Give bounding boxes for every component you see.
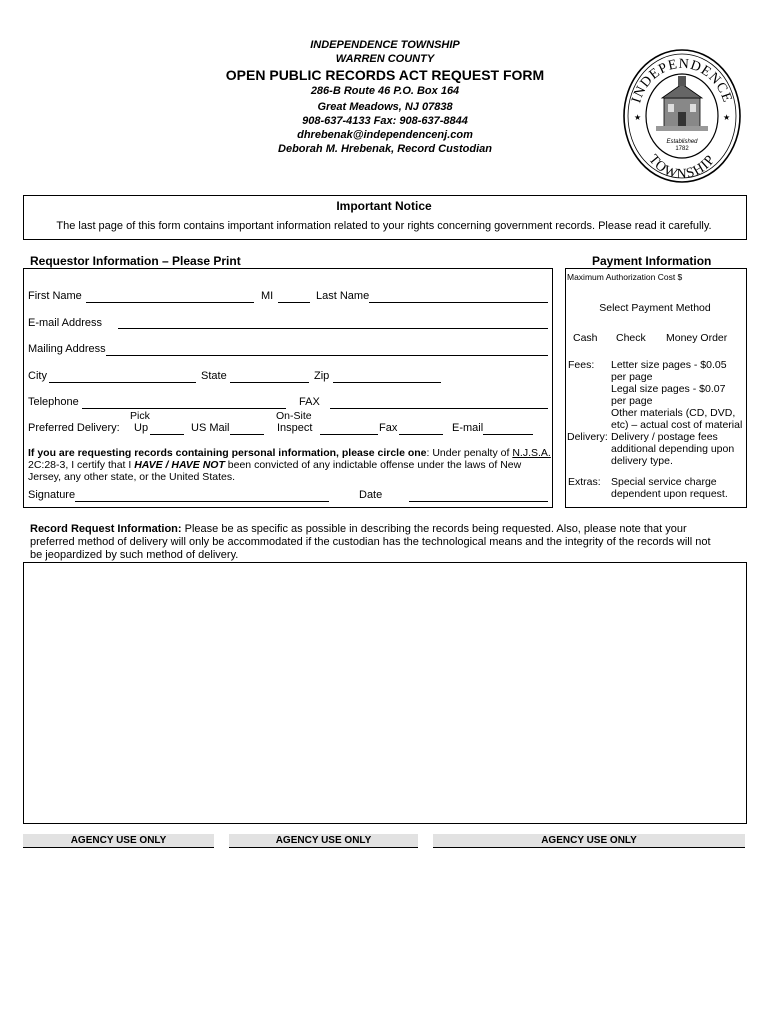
mi-label: MI [261, 290, 274, 302]
extras-fees [611, 476, 744, 500]
zip-field[interactable] [333, 382, 441, 383]
email-field[interactable] [118, 328, 548, 329]
record-request-instructions [30, 523, 750, 562]
agency-use-only-1: AGENCY USE ONLY [23, 834, 214, 848]
record-text-1: Please be as specific as possible in describing the records being requested. Also, please note that your [181, 523, 687, 535]
preferred-delivery-label: Preferred Delivery: [28, 422, 120, 434]
notice-text: The last page of this form contains important information related to your rights concerning government records. Please read it carefully. [56, 220, 712, 232]
cash-option[interactable]: Cash [573, 332, 598, 344]
city-label: City [28, 370, 47, 382]
record-text-2: preferred method of delivery will only be accommodated if the custodian has the technological means and the integrity of the records will not [30, 536, 711, 548]
max-authorization-label: Maximum Authorization Cost $ [567, 272, 683, 282]
mailing-address-field[interactable] [106, 355, 548, 356]
signature-label: Signature [28, 489, 76, 501]
mi-field[interactable] [278, 302, 310, 303]
money-order-option[interactable]: Money Order [666, 332, 728, 344]
fee-letter-unit: per page [611, 371, 653, 383]
record-request-heading: Record Request Information: [30, 523, 182, 535]
county-name: WARREN COUNTY [335, 53, 435, 65]
agency-use-only-2: AGENCY USE ONLY [229, 834, 418, 848]
date-label: Date [359, 489, 383, 501]
fax-field[interactable] [330, 408, 548, 409]
record-request-textarea[interactable] [23, 562, 747, 824]
signature-field[interactable] [75, 501, 329, 502]
pick-label: Pick [130, 410, 150, 422]
last-name-label: Last Name [316, 290, 370, 302]
fax-label: FAX [299, 396, 320, 408]
extras-line-1: Special service charge [611, 476, 717, 488]
check-option[interactable]: Check [616, 332, 646, 344]
fee-other-detail: etc) – actual cost of material [611, 419, 743, 431]
record-custodian: Deborah M. Hrebenak, Record Custodian [278, 143, 492, 155]
delivery-line-3: delivery type. [611, 455, 673, 467]
last-name-field[interactable] [369, 302, 548, 303]
record-text-3: be jeopardized by such method of delivery. [30, 549, 239, 561]
delivery-line-1: Delivery / postage fees [611, 431, 718, 443]
delivery-fees [611, 431, 744, 467]
email-label: E-mail Address [28, 317, 102, 329]
fee-letter: Letter size pages - $0.05 [611, 359, 727, 371]
seal-bottom-text: TOWNSHIP [645, 152, 719, 183]
fees-label: Fees: [568, 359, 595, 371]
njsa-reference: N.J.S.A. [512, 447, 551, 459]
svg-text:★: ★ [634, 113, 642, 122]
state-label: State [201, 370, 227, 382]
extras-label: Extras: [568, 476, 601, 488]
fax-option[interactable] [399, 434, 443, 435]
email-option[interactable] [483, 434, 533, 435]
jurisdiction-text: Jersey, any other state, or the United States. [28, 471, 235, 483]
select-payment-label: Select Payment Method [599, 302, 711, 314]
personal-info-heading: If you are requesting records containing personal information, please circle one [28, 447, 427, 459]
requestor-section-title: Requestor Information – Please Print [30, 254, 241, 268]
township-name: INDEPENDENCE TOWNSHIP [310, 39, 460, 51]
first-name-field[interactable] [86, 302, 254, 303]
fee-legal: Legal size pages - $0.07 [611, 383, 726, 395]
pick-up-label: Up [134, 422, 149, 434]
penalty-text: : Under penalty of [426, 447, 513, 459]
onsite-inspect-option[interactable] [320, 434, 378, 435]
mailing-address-label: Mailing Address [28, 343, 106, 355]
phone-fax: 908-637-4133 Fax: 908-637-8844 [302, 115, 468, 127]
contact-email: dhrebenak@independencenj.com [297, 129, 473, 141]
city-field[interactable] [49, 382, 196, 383]
delivery-label: Delivery: [567, 431, 608, 443]
date-field[interactable] [409, 501, 548, 502]
township-seal-logo [620, 46, 744, 186]
payment-section-title: Payment Information [592, 254, 712, 268]
agency-use-only-3: AGENCY USE ONLY [433, 834, 745, 848]
seal-top-text: INDEPENDENCE [629, 56, 735, 105]
us-mail-option[interactable] [230, 434, 264, 435]
zip-label: Zip [314, 370, 330, 382]
address-line-1: 286-B Route 46 P.O. Box 164 [310, 85, 460, 97]
delivery-line-2: additional depending upon [611, 443, 735, 455]
inspect-label: Inspect [277, 422, 313, 434]
email-option-label: E-mail [452, 422, 484, 434]
fee-legal-unit: per page [611, 395, 653, 407]
extras-line-2: dependent upon request. [611, 488, 728, 500]
have-separator: / [162, 459, 172, 471]
svg-text:★: ★ [723, 113, 731, 122]
have-option[interactable]: HAVE [134, 459, 163, 471]
telephone-field[interactable] [82, 408, 286, 409]
certify-text: 2C:28-3, I certify that I [28, 459, 135, 471]
have-not-option[interactable]: HAVE NOT [171, 459, 225, 471]
notice-title: Important Notice [336, 199, 432, 213]
state-field[interactable] [230, 382, 309, 383]
fee-other: Other materials (CD, DVD, [611, 407, 736, 419]
form-title: OPEN PUBLIC RECORDS ACT REQUEST FORM [225, 67, 545, 83]
conviction-text: been convicted of any indictable offense under the laws of New [224, 459, 522, 471]
us-mail-label: US Mail [191, 422, 230, 434]
personal-info-certification [28, 447, 551, 483]
telephone-label: Telephone [28, 396, 79, 408]
pick-up-option[interactable] [150, 434, 184, 435]
address-line-2: Great Meadows, NJ 07838 [317, 101, 453, 113]
seal-year: 1782 [675, 146, 689, 152]
fax-option-label: Fax [379, 422, 398, 434]
fees-list [611, 359, 744, 431]
first-name-label: First Name [28, 290, 82, 302]
seal-established: Established [666, 139, 698, 145]
onsite-label: On-Site [276, 410, 312, 422]
